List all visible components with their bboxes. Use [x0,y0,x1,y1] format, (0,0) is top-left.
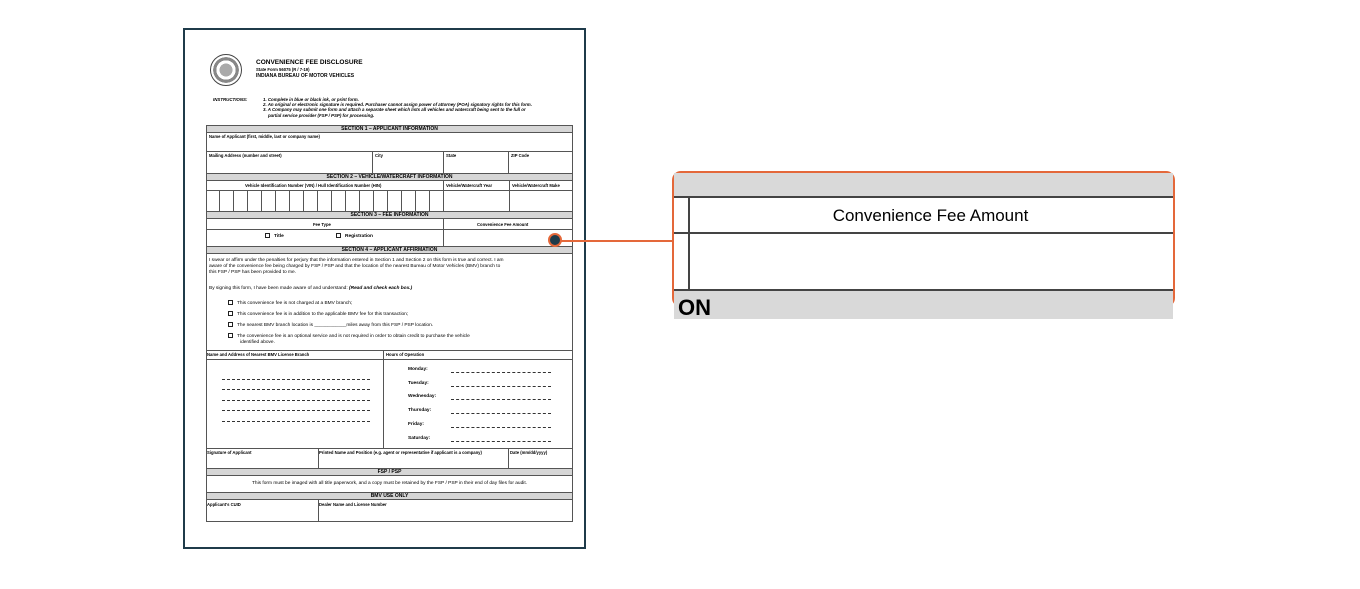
affirmation-line-2: aware of the convenience fee being charged by FSP / PSP and that the location of the nearest Bureau of Motor Vehicles (BMV) branch to [209,264,501,269]
day-tuesday: Tuesday: [408,381,429,386]
instruction-3-cont: partial service provider (FSP / PSP) for processing. [268,112,375,118]
date-label: Date (mm/dd/yyyy) [510,450,548,455]
hours-line-thursday[interactable] [451,413,551,414]
instructions-label: INSTRUCTIONS: [213,97,248,102]
bmv-header: BMV USE ONLY [206,492,573,500]
form-page [183,28,586,549]
signature-label: Signature of Applicant [207,450,252,455]
title-checkbox[interactable] [265,233,270,238]
divider [443,181,444,211]
zoom-callout [672,171,1175,320]
check-box-3[interactable] [228,322,233,327]
fsp-text: This form must be imaged with all title paperwork, and a copy must be retained by the FSP / PSP in their end of day files for audit. [252,481,527,486]
hours-line-tuesday[interactable] [451,386,551,387]
instruction-1: 1. Complete in blue or black ink, or print form. [263,97,359,102]
fsp-header: FSP / PSP [206,468,573,476]
divider [206,448,573,449]
affirmation-line-1: I swear or affirm under the penalties for perjury that the information entered in Section 1 and Section 2 on this form is true and correct. I am [209,258,504,263]
form-number: State Form 56075 (R / 7-19) [256,67,310,72]
city-label: City [375,153,383,158]
divider [206,151,573,152]
section-4-header: SECTION 4 – APPLICANT AFFIRMATION [206,246,573,254]
hours-line-friday[interactable] [451,427,551,428]
branch-label: Name and Address of Nearest BMV License Branch [207,352,310,357]
section-2-header: SECTION 2 – VEHICLE/WATERCRAFT INFORMATION [206,173,573,181]
check-box-1[interactable] [228,300,233,305]
affirmation-line-3: this FSP / PSP has been provided to me. [209,270,297,275]
signing-intro: By signing this form, I have been made aware of and understand: (Read and check each box.) [209,286,413,291]
fee-type-label: Fee Type [313,222,331,227]
vin-label: Vehicle Identification Number (VIN) / Hull Identification Number (HIN) [245,183,382,188]
day-friday: Friday: [408,422,424,427]
printed-name-label: Printed Name and Position (e.g. agent or representative if applicant is a company) [319,450,482,455]
state-seal-logo [210,54,242,86]
zoom-fee-amount-field[interactable] [690,234,1173,289]
make-label: Vehicle/Watercraft Make [512,183,560,188]
year-label: Vehicle/Watercraft Year [446,183,493,188]
zoom-partial-text: ON [678,295,711,320]
check-item-4[interactable]: The convenience fee is an optional service and is not required in order to obtain credit to purchase the vehicle [228,333,470,339]
hours-line-saturday[interactable] [451,441,551,442]
address-label: Mailing Address (number and street) [209,153,282,158]
zip-label: ZIP Code [511,153,530,158]
instruction-3: 3. A Company may submit one form and attach a separate sheet which lists all vehicles and watercraft being sent to the full or [263,107,526,113]
check-item-1[interactable]: This convenience fee is not charged at a BMV branch; [228,300,352,306]
cuid-label: Applicant's CUID [207,502,241,507]
signing-note: (Read and check each box.) [349,286,413,291]
bmv-table [206,500,573,522]
form-title: CONVENIENCE FEE DISCLOSURE [256,59,363,66]
divider [509,181,510,211]
state-label: State [446,153,457,158]
affirmation-text [209,258,504,276]
registration-checkbox-option[interactable] [336,233,373,239]
divider [383,350,384,448]
zoom-fee-amount-label: Convenience Fee Amount [832,206,1029,225]
instruction-2: 2. An original or electronic signature is required. Purchaser cannot assign power of attorney (POA) signatory rights for this form. [263,102,532,108]
hours-line-wednesday[interactable] [451,399,551,400]
day-saturday: Saturday: [408,436,431,441]
title-option-label: Title [274,233,284,239]
agency-name: INDIANA BUREAU OF MOTOR VEHICLES [256,73,355,79]
divider [443,219,444,246]
callout-connector [555,240,674,242]
title-checkbox-option[interactable] [265,233,284,239]
check-box-2[interactable] [228,311,233,316]
instructions-list [263,97,532,118]
registration-option-label: Registration [345,233,373,239]
divider [206,350,573,351]
name-label: Name of Applicant (first, middle, last or company name) [209,134,320,139]
section-3-header: SECTION 3 – FEE INFORMATION [206,211,573,219]
divider [206,229,573,230]
day-wednesday: Wednesday: [408,394,437,399]
hours-label: Hours of Operation [386,352,425,357]
day-monday: Monday: [408,367,428,372]
fee-amount-label: Convenience Fee Amount [477,222,529,227]
zoom-section-header [674,173,1173,198]
check-box-4[interactable] [228,333,233,338]
registration-checkbox[interactable] [336,233,341,238]
zoom-next-section-header [674,289,1173,319]
check-item-2[interactable]: This convenience fee is in addition to the applicable BMV fee for this transaction; [228,311,408,317]
divider [508,448,509,468]
callout-hotspot[interactable] [548,233,562,247]
section-1-header: SECTION 1 – APPLICANT INFORMATION [206,125,573,133]
check-item-3[interactable]: The nearest BMV branch location is ____________miles away from this FSP / PSP location. [228,322,433,328]
dealer-label: Dealer Name and License Number [319,502,387,507]
hours-line-monday[interactable] [451,372,551,373]
divider [206,359,573,360]
day-thursday: Thursday: [408,408,432,413]
check-item-4-cont: identified above. [240,340,275,345]
